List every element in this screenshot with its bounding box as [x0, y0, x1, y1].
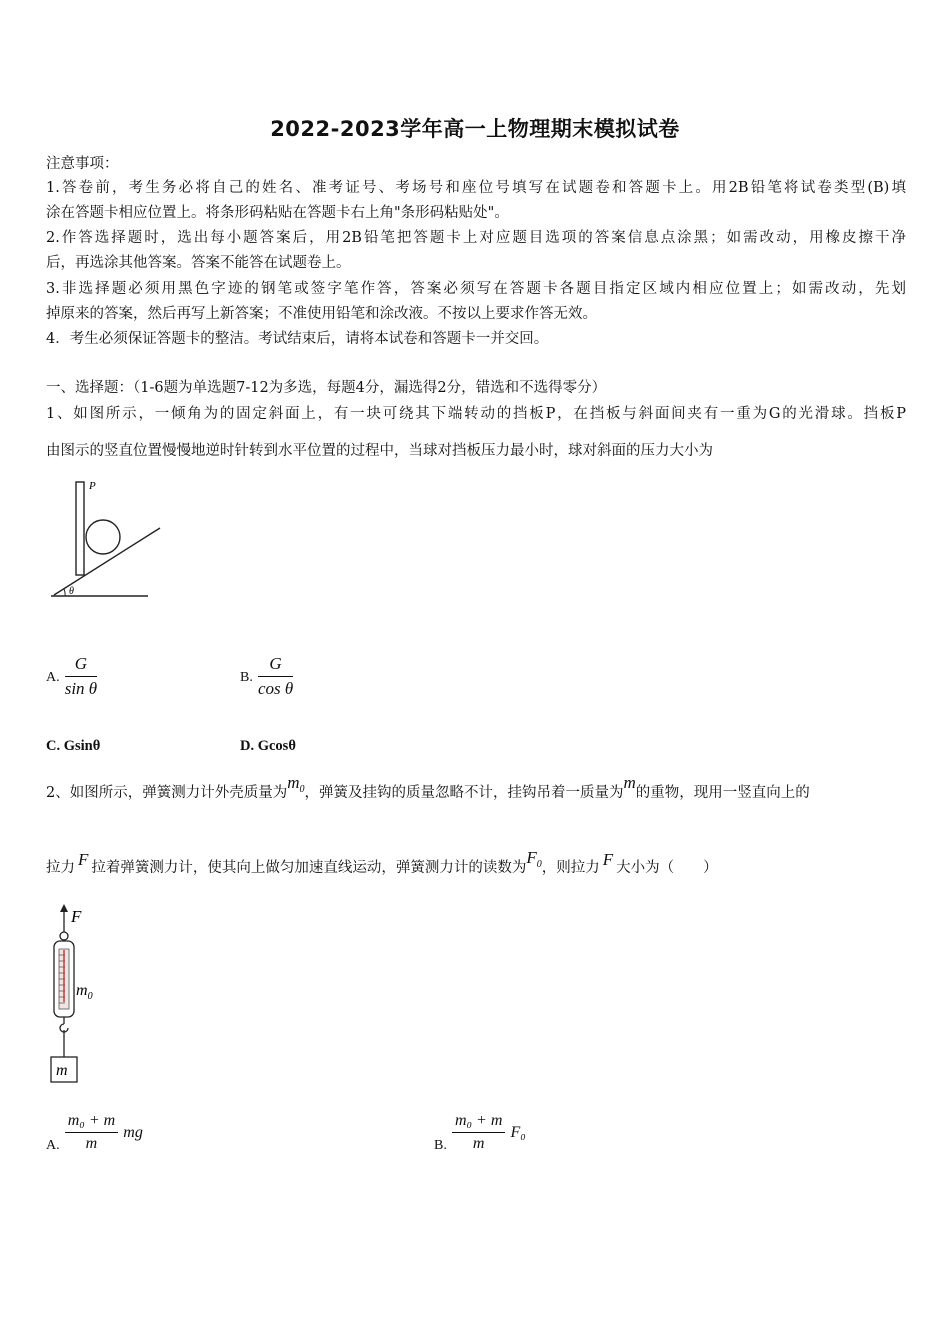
option-a-denominator: sin θ — [64, 679, 98, 698]
notice-line-2: 涂在答题卡相应位置上。将条形码粘贴在答题卡右上角"条形码粘贴处"。 — [46, 205, 509, 221]
notice-line-1: 1.答卷前，考生务必将自己的姓名、准考证号、考场号和座位号填写在试题卷和答题卡上。用2B铅笔将试卷类型(B)填 — [46, 180, 906, 196]
q2-symbol-m0-sub: 0 — [299, 783, 305, 795]
label-p: P — [89, 480, 96, 492]
q2-line-1-text-a: 2、如图所示，弹簧测力计外壳质量为 — [46, 785, 288, 801]
label-m: m — [56, 1062, 68, 1079]
label-m0 — [76, 982, 93, 1002]
option-b-fraction — [258, 654, 293, 699]
q2-option-a-fraction — [65, 1112, 118, 1153]
q2-symbol-f: F — [78, 850, 89, 869]
q2-option-b-numerator: m₀ + m — [452, 1112, 505, 1133]
notice-line-4: 后，再选涂其他答案。答案不能答在试题卷上。 — [46, 255, 351, 271]
notice-heading: 注意事项： — [46, 156, 119, 172]
q2-option-b[interactable] — [434, 1112, 526, 1153]
q2-option-b-tail: F₀ — [510, 1124, 526, 1141]
q1-option-c[interactable]: C. Gsinθ — [46, 738, 101, 754]
q2-line-2-text-a: 拉力 — [46, 860, 75, 876]
q2-option-a-tail: mg — [123, 1124, 143, 1141]
notice-line-3: 2.作答选择题时，选出每小题答案后，用2B铅笔把答题卡上对应题目选项的答案信息点涂黑；如需改动，用橡皮擦干净 — [46, 230, 906, 246]
q2-option-b-denominator: m — [472, 1135, 485, 1152]
notice-line-7: 4．考生必须保证答题卡的整洁。考试结束后，请将本试卷和答题卡一并交回。 — [46, 331, 549, 347]
option-a-numerator: G — [65, 654, 97, 677]
notice-line-6: 掉原来的答案，然后再写上新答案；不准使用铅笔和涂改液。不按以上要求作答无效。 — [46, 306, 597, 322]
q2-symbol-f-2: F — [602, 850, 614, 869]
notice-line-5: 3.非选择题必须用黑色字迹的钢笔或签字笔作答，答案必须写在答题卡各题目指定区域内相应位置上；如需改动，先划 — [46, 281, 906, 297]
q1-option-d[interactable]: D. Gcosθ — [240, 738, 296, 754]
q2-symbol-m: m — [623, 773, 636, 792]
q2-line-1 — [46, 773, 810, 804]
q2-line-2-text-d: 大小为（ ） — [616, 860, 718, 876]
q2-option-b-label: B. — [434, 1138, 447, 1153]
label-m0-sub: 0 — [87, 991, 93, 1002]
option-a-fraction — [65, 654, 97, 699]
q2-line-2-text-b: 拉着弹簧测力计，使其向上做匀加速直线运动，弹簧测力计的读数为 — [91, 860, 527, 876]
option-b-label: B. — [240, 670, 253, 685]
incline-ball-figure — [48, 476, 168, 602]
page-title: 2022-2023学年高一上物理期末模拟试卷 — [270, 117, 680, 141]
spring-scale-figure — [44, 902, 114, 1086]
q1-option-b[interactable] — [240, 654, 293, 699]
q2-option-a-denominator: m — [85, 1135, 98, 1152]
q2-symbol-f0: F — [526, 848, 537, 867]
label-theta: θ — [69, 586, 74, 597]
q2-line-2-text-c: ，则拉力 — [541, 860, 600, 876]
label-m0-main: m — [76, 982, 88, 999]
q2-option-a-numerator: m₀ + m — [65, 1112, 118, 1133]
q2-line-1-text-b: ，弹簧及挂钩的质量忽略不计，挂钩吊着一质量为 — [304, 785, 624, 801]
q2-option-b-fraction — [452, 1112, 505, 1153]
option-b-denominator: cos θ — [257, 679, 294, 698]
q2-option-a[interactable] — [46, 1112, 143, 1153]
q2-line-2 — [46, 848, 718, 879]
q1-line-1: 1、如图所示，一倾角为的固定斜面上，有一块可绕其下端转动的挡板P，在挡板与斜面间夹有一重为G的光滑球。挡板P — [46, 406, 906, 422]
q2-symbol-f0-sub: 0 — [536, 858, 542, 870]
option-a-label: A. — [46, 670, 60, 685]
q2-line-1-text-c: 的重物，现用一竖直向上的 — [635, 785, 810, 801]
q1-option-a[interactable] — [46, 654, 97, 699]
q2-option-a-label: A. — [46, 1138, 60, 1153]
label-f: F — [71, 907, 82, 926]
q1-line-2: 由图示的竖直位置慢慢地逆时针转到水平位置的过程中，当球对挡板压力最小时，球对斜面的压力大小为 — [46, 443, 713, 459]
section-heading: 一、选择题：（1-6题为单选题7-12为多选，每题4分，漏选得2分，错选和不选得零分） — [46, 380, 607, 396]
q2-symbol-m0: m — [287, 773, 300, 792]
option-b-numerator: G — [258, 654, 293, 677]
